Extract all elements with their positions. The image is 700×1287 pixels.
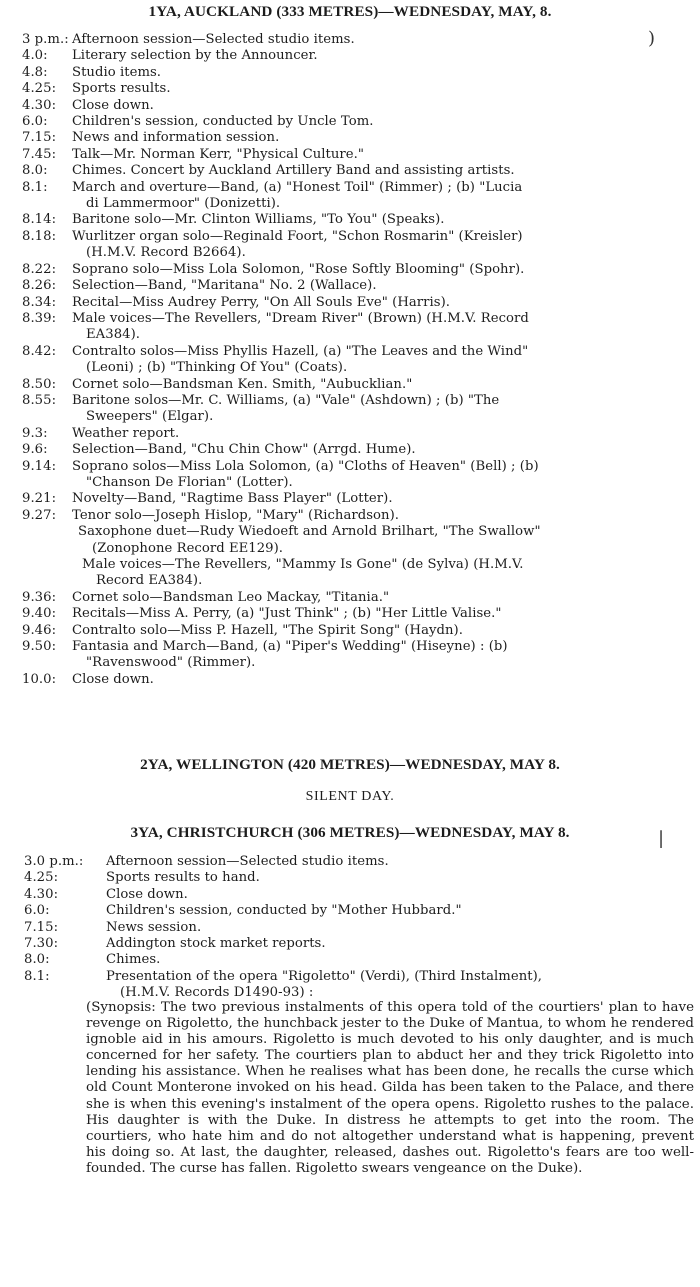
entry-time: 9.3:: [22, 425, 48, 441]
entry-text: [72, 393, 700, 426]
entry-line: (Zonophone Record EE129).: [92, 540, 284, 556]
entry-text: [72, 639, 700, 672]
entry-time: 9.14:: [22, 458, 57, 474]
entry-time: 6.0:: [22, 114, 48, 130]
programme-entry: [0, 952, 700, 968]
entry-line: Male voices—The Revellers, "Mammy Is Gone" (de Sylva) (H.M.V.: [82, 557, 524, 572]
entry-line: Children's session, conducted by "Mother Hubbard.": [106, 903, 462, 919]
entry-line: Close down.: [72, 671, 154, 687]
entry-time: 4.30:: [24, 886, 59, 902]
entry-line: Tenor solo—Joseph Hislop, "Mary" (Richardson).: [72, 507, 400, 523]
programme-entry: [0, 130, 700, 146]
programme-entry: [0, 508, 700, 524]
programme-entry: [0, 180, 700, 213]
entry-line: "Ravenswood" (Rimmer).: [86, 655, 256, 671]
entry-line: (H.M.V. Records D1490-93) :: [120, 985, 314, 1001]
entry-text: [72, 278, 700, 294]
programme-entry: [0, 672, 700, 688]
entry-line: Saxophone duet—Rudy Wiedoeft and Arnold Brilhart, "The Swallow": [78, 524, 541, 540]
entry-line: Literary selection by the Announcer.: [72, 48, 318, 64]
programme-entry: [0, 344, 700, 377]
entry-time: 9.21:: [22, 491, 57, 507]
entry-time: 8.34:: [22, 294, 57, 310]
entry-line: Close down.: [72, 97, 154, 113]
entry-line: News and information session.: [72, 130, 280, 146]
entry-time: 4.25:: [24, 870, 59, 886]
entry-text: [106, 952, 700, 968]
entry-line: Weather report.: [72, 425, 180, 441]
programme-entry: [0, 491, 700, 507]
programme-entry: [0, 854, 700, 870]
entry-line: Talk—Mr. Norman Kerr, "Physical Culture.": [72, 146, 364, 162]
entry-time: 9.6:: [22, 442, 48, 458]
entry-text: [106, 969, 700, 1002]
entry-text: [72, 180, 700, 213]
entry-line: Sweepers" (Elgar).: [86, 409, 214, 425]
entry-line: Sports results to hand.: [106, 870, 260, 886]
programme-entry: [0, 377, 700, 393]
entry-line: Fantasia and March—Band, (a) "Piper's Wedding" (Hiseyne) : (b): [72, 639, 508, 655]
entry-line: Novelty—Band, "Ragtime Bass Player" (Lotter).: [72, 491, 393, 507]
entry-text: [72, 130, 700, 146]
entry-time: 8.0:: [22, 163, 48, 179]
entry-line: Children's session, conducted by Uncle Tom.: [72, 114, 374, 130]
programme-sub-entry: [0, 557, 700, 590]
entry-text: [72, 163, 700, 179]
entry-text: [106, 870, 700, 886]
programme-entry: [0, 442, 700, 458]
entry-text: [72, 377, 700, 393]
entry-line: Soprano solo—Miss Lola Solomon, "Rose Softly Blooming" (Spohr).: [72, 261, 525, 277]
entry-text: [72, 212, 700, 228]
programme-entry: [0, 48, 700, 64]
entry-line: Recitals—Miss A. Perry, (a) "Just Think" ; (b) "Her Little Valise.": [72, 606, 502, 622]
entry-line: Wurlitzer organ solo—Reginald Foort, "Schon Rosmarin" (Kreisler): [72, 228, 523, 244]
christchurch-programme: [0, 854, 700, 1002]
entry-text: [78, 524, 700, 557]
entry-time: 7.45:: [22, 146, 57, 162]
entry-line: EA384).: [86, 327, 141, 343]
entry-text: [72, 311, 700, 344]
entry-text: [72, 606, 700, 622]
entry-time: 8.1:: [24, 968, 50, 984]
entry-line: Sports results.: [72, 81, 171, 97]
margin-bar-mark: |: [658, 828, 665, 849]
programme-entry: [0, 459, 700, 492]
entry-text: [72, 65, 700, 81]
entry-text: [72, 295, 700, 311]
programme-entry: [0, 65, 700, 81]
programme-entry: [0, 426, 700, 442]
programme-entry: [0, 606, 700, 622]
entry-time: 9.36:: [22, 589, 57, 605]
entry-line: (Leoni) ; (b) "Thinking Of You" (Coats).: [86, 360, 348, 376]
christchurch-heading: 3YA, CHRISTCHURCH (306 METRES)—WEDNESDAY, MAY 8.: [130, 824, 570, 841]
entry-line: Selection—Band, "Chu Chin Chow" (Arrgd. Hume).: [72, 442, 416, 458]
entry-time: 9.27:: [22, 507, 57, 523]
entry-time: 8.42:: [22, 343, 57, 359]
entry-text: [106, 854, 700, 870]
entry-line: Afternoon session—Selected studio items.: [106, 854, 389, 869]
programme-entry: [0, 969, 700, 1002]
entry-line: Chimes.: [106, 952, 161, 968]
auckland-programme: [0, 32, 700, 688]
entry-text: [72, 426, 700, 442]
entry-line: Contralto solo—Miss P. Hazell, "The Spirit Song" (Haydn).: [72, 622, 463, 638]
entry-time: 9.46:: [22, 622, 57, 638]
programme-entry: [0, 81, 700, 97]
entry-text: [82, 557, 700, 590]
entry-text: [72, 147, 700, 163]
entry-line: Baritone solos—Mr. C. Williams, (a) "Vale" (Ashdown) ; (b) "The: [72, 392, 500, 408]
entry-time: 10.0:: [22, 671, 57, 687]
programme-entry: [0, 639, 700, 672]
entry-line: Male voices—The Revellers, "Dream River" (Brown) (H.M.V. Record: [72, 310, 529, 326]
entry-line: Recital—Miss Audrey Perry, "On All Souls Eve" (Harris).: [72, 294, 451, 310]
entry-text: [72, 48, 700, 64]
wellington-heading: 2YA, WELLINGTON (420 METRES)—WEDNESDAY, MAY 8.: [140, 756, 560, 773]
entry-text: [72, 229, 700, 262]
programme-entry: [0, 870, 700, 886]
entry-text: [72, 114, 700, 130]
entry-line: Baritone solo—Mr. Clinton Williams, "To You" (Speaks).: [72, 212, 445, 228]
entry-time: 8.55:: [22, 392, 57, 408]
entry-text: [106, 887, 700, 903]
entry-time: 8.14:: [22, 212, 57, 228]
entry-time: 9.50:: [22, 639, 57, 655]
programme-entry: [0, 393, 700, 426]
programme-entry: [0, 903, 700, 919]
programme-entry: [0, 920, 700, 936]
entry-time: 7.15:: [24, 919, 59, 935]
programme-entry: [0, 163, 700, 179]
entry-text: [72, 672, 700, 688]
entry-time: 4.30:: [22, 97, 57, 113]
entry-time: 4.25:: [22, 81, 57, 97]
entry-text: [72, 98, 700, 114]
entry-time: 7.15:: [22, 130, 57, 146]
programme-entry: [0, 114, 700, 130]
entry-time: 3.0 p.m.:: [24, 854, 84, 869]
entry-text: [72, 590, 700, 606]
entry-text: [72, 491, 700, 507]
programme-entry: [0, 887, 700, 903]
entry-text: [72, 81, 700, 97]
entry-time: 6.0:: [24, 903, 50, 919]
entry-time: 8.26:: [22, 278, 57, 294]
wellington-status: SILENT DAY.: [305, 789, 395, 804]
programme-entry: [0, 32, 700, 48]
entry-line: Record EA384).: [96, 573, 203, 589]
entry-line: News session.: [106, 919, 202, 935]
entry-text: [72, 344, 700, 377]
entry-time: 3 p.m.:: [22, 32, 69, 47]
entry-time: 8.1:: [22, 179, 48, 195]
rigoletto-synopsis: (Synopsis: The two previous instalments of this opera told of the courtiers' plan to have revenge on Rigoletto, the hunchback jester to the Duke of Mantua, to whom he rendered ignoble aid in his amours. Rigoletto is much devoted to his only daughter, and is much concerned for her safety. The courtiers plan to abduct her and they trick Rigoletto into lending his assistance. When he realises what has been done, he recalls the curse which old Count Monterone invoked on his head. Gilda has been taken to the Palace, and there she is when this evening's instalment of the opera opens. Rigoletto rushes to the palace. His daughter is with the Duke. In distress he attempts to get into the room. The courtiers, who hate him and do not altogether understand what is happening, prevent his doing so. At last, the daughter, released, dashes out. Rigoletto's fears are too well-founded. The curse has fallen. Rigoletto swears vengeance on the Duke).: [86, 1000, 694, 1176]
entry-time: 8.50:: [22, 376, 57, 392]
entry-line: Cornet solo—Bandsman Ken. Smith, "Aubucklian.": [72, 376, 413, 392]
entry-line: Soprano solos—Miss Lola Solomon, (a) "Cloths of Heaven" (Bell) ; (b): [72, 458, 539, 474]
entry-time: 8.22:: [22, 261, 57, 277]
programme-entry: [0, 590, 700, 606]
programme-entry: [0, 311, 700, 344]
entry-line: (H.M.V. Record B2664).: [86, 245, 246, 261]
entry-text: [72, 442, 700, 458]
entry-text: [106, 903, 700, 919]
programme-entry: [0, 98, 700, 114]
entry-line: di Lammermoor" (Donizetti).: [86, 196, 281, 212]
entry-text: [106, 920, 700, 936]
entry-text: [72, 623, 700, 639]
entry-text: [72, 508, 700, 524]
entry-text: [106, 936, 700, 952]
entry-line: Chimes. Concert by Auckland Artillery Band and assisting artists.: [72, 163, 515, 179]
entry-text: [72, 262, 700, 278]
entry-line: "Chanson De Florian" (Lotter).: [86, 474, 293, 490]
entry-time: 4.0:: [22, 48, 48, 64]
entry-time: 8.18:: [22, 228, 57, 244]
entry-line: Presentation of the opera "Rigoletto" (Verdi), (Third Instalment),: [106, 968, 543, 984]
entry-line: Afternoon session—Selected studio items.: [72, 32, 355, 47]
entry-time: 7.30:: [24, 936, 59, 952]
entry-line: March and overture—Band, (a) "Honest Toil" (Rimmer) ; (b) "Lucia: [72, 179, 523, 195]
entry-text: [72, 32, 700, 48]
entry-line: Close down.: [106, 886, 188, 902]
entry-line: Studio items.: [72, 64, 162, 80]
programme-entry: [0, 936, 700, 952]
entry-text: [72, 459, 700, 492]
entry-line: Selection—Band, "Maritana" No. 2 (Wallace).: [72, 278, 377, 294]
programme-entry: [0, 278, 700, 294]
programme-sub-entry: [0, 524, 700, 557]
entry-time: 8.39:: [22, 310, 57, 326]
entry-line: Contralto solos—Miss Phyllis Hazell, (a) "The Leaves and the Wind": [72, 343, 529, 359]
entry-time: 8.0:: [24, 952, 50, 968]
programme-entry: [0, 295, 700, 311]
programme-entry: [0, 623, 700, 639]
programme-entry: [0, 262, 700, 278]
entry-line: Cornet solo—Bandsman Leo Mackay, "Titania.": [72, 589, 390, 605]
entry-time: 4.8:: [22, 64, 48, 80]
entry-line: Addington stock market reports.: [106, 936, 326, 952]
programme-entry: [0, 229, 700, 262]
margin-bracket-mark: ): [648, 28, 656, 49]
entry-time: 9.40:: [22, 606, 57, 622]
programme-entry: [0, 147, 700, 163]
auckland-heading: 1YA, AUCKLAND (333 METRES)—WEDNESDAY, MAY, 8.: [148, 3, 552, 20]
programme-entry: [0, 212, 700, 228]
